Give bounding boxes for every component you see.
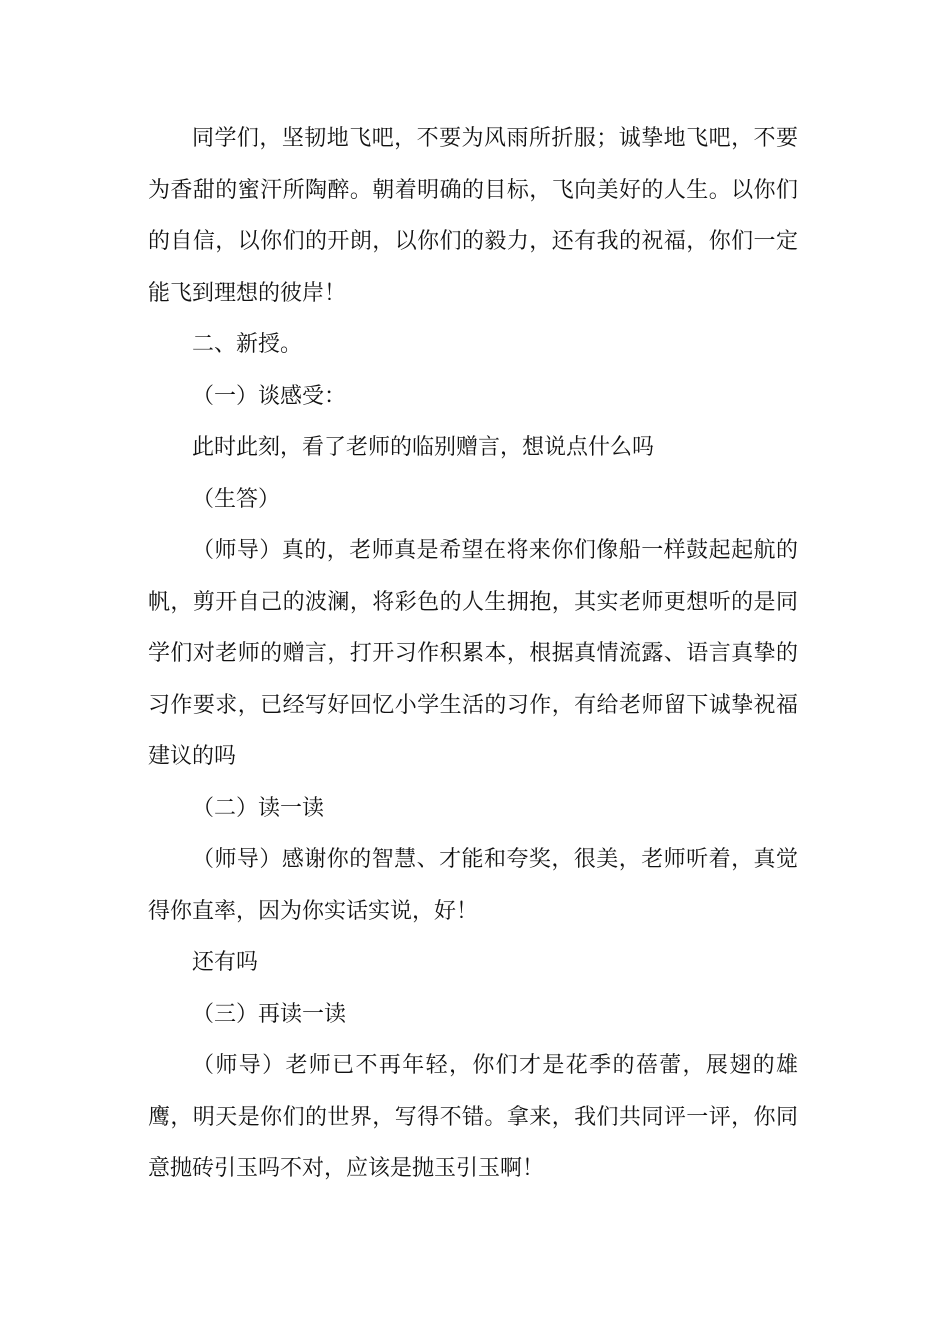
subheading-share-feelings <box>148 371 798 423</box>
paragraph-student-answer <box>148 474 798 526</box>
paragraph-text: （二）读一读 <box>192 795 325 821</box>
paragraph-text: （师导）真的，老师真是希望在将来你们像船一样鼓起起航的帆，剪开自己的波澜，将彩色的人生拥抱，其实老师更想听的是同学们对老师的赠言，打开习作积累本，根据真情流露、语言真挚的习作要求，已经写好回忆小学生活的习作，有给老师留下诚挚祝福建议的吗 <box>148 538 798 769</box>
paragraph-text: （师导）老师已不再年轻，你们才是花季的蓓蕾，展翅的雄鹰，明天是你们的世界，写得不错。拿来，我们共同评一评，你同意抛砖引玉吗不对，应该是抛玉引玉啊！ <box>148 1053 798 1181</box>
paragraph-text: 还有吗 <box>192 950 259 975</box>
paragraph-text: （三）再读一读 <box>192 1001 347 1027</box>
section-heading-new-lesson <box>148 319 798 371</box>
paragraph-text: 二、新授。 <box>192 332 303 357</box>
paragraph-text: 同学们，坚韧地飞吧，不要为风雨所折服；诚挚地飞吧，不要为香甜的蜜汗所陶醉。朝着明确的目标，飞向美好的人生。以你们的自信，以你们的开朗，以你们的毅力，还有我的祝福，你们一定能飞到理想的彼岸！ <box>148 126 798 306</box>
paragraph-text: 此时此刻，看了老师的临别赠言，想说点什么吗 <box>192 435 655 460</box>
paragraph-teacher-guide-3 <box>148 1040 798 1195</box>
document-body <box>148 113 798 1195</box>
paragraph-farewell-wishes <box>148 113 798 319</box>
paragraph-anything-else <box>148 937 798 989</box>
subheading-read-once <box>148 783 798 835</box>
paragraph-text: （一）谈感受： <box>192 383 347 409</box>
paragraph-text: （生答） <box>192 486 281 512</box>
paragraph-teacher-guide-2 <box>148 834 798 937</box>
subheading-read-again <box>148 989 798 1041</box>
paragraph-question <box>148 422 798 474</box>
paragraph-text: （师导）感谢你的智慧、才能和夸奖，很美，老师听着，真觉得你直率，因为你实话实说，好！ <box>148 847 798 924</box>
paragraph-teacher-guide-1 <box>148 525 798 783</box>
